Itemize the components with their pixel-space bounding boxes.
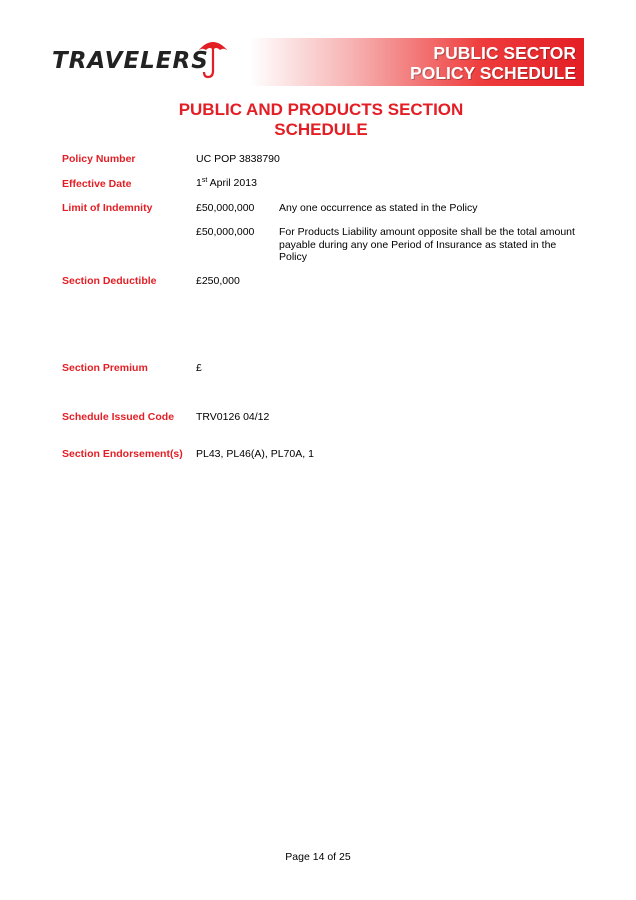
schedule-issued-code-value: TRV0126 04/12 [196,411,270,423]
title-line-2: SCHEDULE [274,120,368,139]
effective-date-rest: April 2013 [207,177,257,189]
section-deductible-value: £250,000 [196,275,240,287]
umbrella-icon [196,37,230,79]
limit-description-2: For Products Liability amount opposite shall be the total amount payable during any one Period of Insurance as stated in the Policy [279,226,575,263]
effective-date-suffix: st [201,177,208,184]
limit-of-indemnity-label: Limit of Indemnity [62,202,153,214]
travelers-logo [52,37,252,81]
section-endorsements-value: PL43, PL46(A), PL70A, 1 [196,448,314,460]
header-banner [250,38,584,86]
policy-number-value: UC POP 3838790 [196,153,280,165]
section-deductible-label: Section Deductible [62,275,157,287]
logo-text: TRAVELERS [52,48,209,74]
limit-description-1: Any one occurrence as stated in the Policy [279,202,478,214]
page-number: Page 14 of 25 [285,851,351,863]
effective-date-day: 1 [196,177,202,189]
banner-line-1: PUBLIC SECTOR [433,43,576,63]
section-endorsements-label: Section Endorsement(s) [62,448,183,460]
effective-date-value [196,177,257,190]
title-line-1: PUBLIC AND PRODUCTS SECTION [178,100,464,119]
page-title [0,100,636,140]
schedule-issued-code-label: Schedule Issued Code [62,411,175,423]
banner-line-2: POLICY SCHEDULE [410,63,576,83]
policy-number-label: Policy Number [62,153,136,165]
effective-date-label: Effective Date [62,178,132,190]
limit-amount-2: £50,000,000 [196,226,255,238]
section-premium-label: Section Premium [62,362,148,374]
section-premium-value: £ [196,362,202,374]
limit-amount-1: £50,000,000 [196,202,255,214]
